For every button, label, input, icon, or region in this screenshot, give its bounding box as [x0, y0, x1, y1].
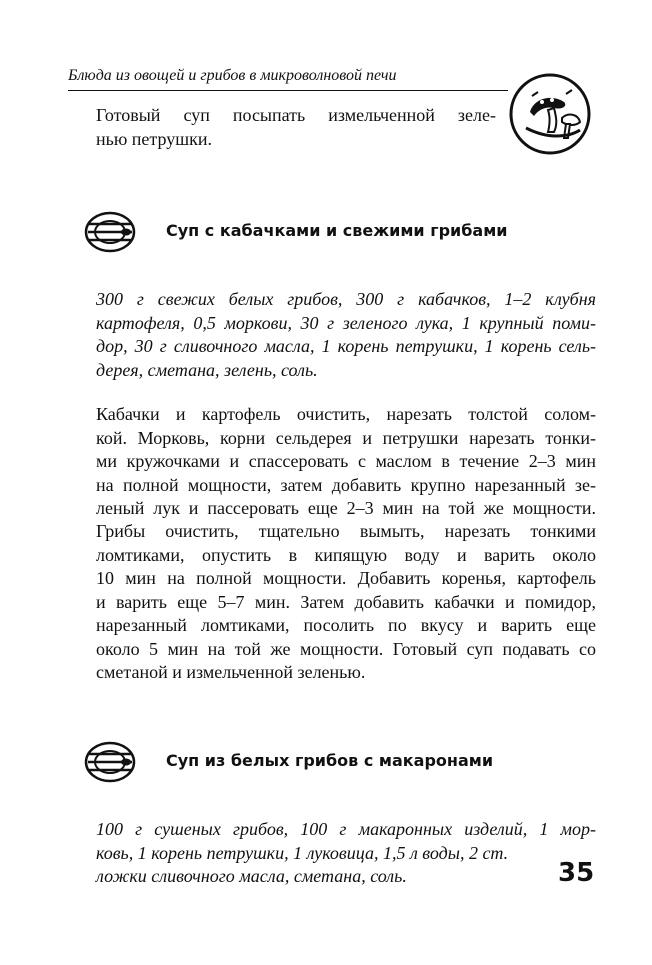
paragraph-line: кой. Морковь, корни сельдерея и петрушки нарезать тонки-	[96, 427, 596, 448]
paragraph-line: на полной мощности, затем добавить крупно нарезанный зе-	[96, 474, 596, 495]
recipe-paragraph	[96, 520, 596, 685]
page-number: 35	[558, 858, 595, 888]
recipe-heading-2	[82, 740, 582, 784]
ingredients-line: дор, 30 г сливочного масла, 1 корень петрушки, 1 корень сель-	[96, 336, 596, 356]
paragraph-line: леный лук и пассеровать еще 2–3 мин на той же мощности.	[96, 498, 596, 518]
ingredients-line: ложки сливочного масла, сметана, соль.	[96, 866, 407, 886]
ingredients-line: 300 г свежих белых грибов, 300 г кабачков, 1–2 клубня	[96, 289, 596, 309]
ingredients-line: дерея, сметана, зелень, соль.	[96, 359, 318, 380]
paragraph-line: 10 мин на полной мощности. Добавить коренья, картофель	[96, 568, 596, 588]
paragraph-line: и варить еще 5–7 мин. Затем добавить кабачки и помидор,	[96, 591, 596, 612]
paragraph-line: сметаной и измельченной зеленью.	[96, 662, 366, 682]
paragraph-line: Грибы очистить, тщательно вымыть, нарезать тонкими	[96, 521, 596, 541]
recipe-title: Суп с кабачками и свежими грибами	[166, 221, 508, 240]
paragraph-line: около 5 мин на той же мощности. Готовый суп подавать со	[96, 638, 596, 659]
recipe-title: Суп из белых грибов с макаронами	[166, 751, 494, 770]
paragraph-line: Кабачки и картофель очистить, нарезать толстой солом-	[96, 404, 596, 424]
mushroom-logo-icon	[508, 72, 592, 156]
paragraph-line: ломтиками, опустить в кипящую воду и варить около	[96, 544, 596, 565]
ingredients-line: картофеля, 0,5 моркови, 30 г зеленого лука, 1 крупный поми-	[96, 312, 596, 333]
recipe-paragraph	[96, 403, 596, 521]
ingredients-line: ковь, 1 корень петрушки, 1 луковица, 1,5 л воды, 2 ст.	[96, 842, 509, 863]
ingredients-list	[96, 818, 596, 889]
intro-line: Готовый суп посыпать измельченной зеле-	[96, 105, 496, 125]
intro-line: нью петрушки.	[96, 128, 212, 149]
plate-fork-spoon-icon	[82, 210, 138, 254]
plate-fork-spoon-icon	[82, 740, 138, 784]
intro-paragraph	[96, 104, 496, 151]
paragraph-line: нарезанный ломтиками, посолить по вкусу и варить еще	[96, 615, 596, 635]
ingredients-line: 100 г сушеных грибов, 100 г макаронных изделий, 1 мор-	[96, 819, 596, 839]
running-header: Блюда из овощей и грибов в микроволновой печи	[68, 67, 397, 84]
header-rule	[68, 90, 508, 91]
ingredients-list	[96, 288, 596, 382]
recipe-heading-1	[82, 210, 582, 254]
paragraph-line: ми кружочками и спассеровать с маслом в течение 2–3 мин	[96, 451, 596, 471]
